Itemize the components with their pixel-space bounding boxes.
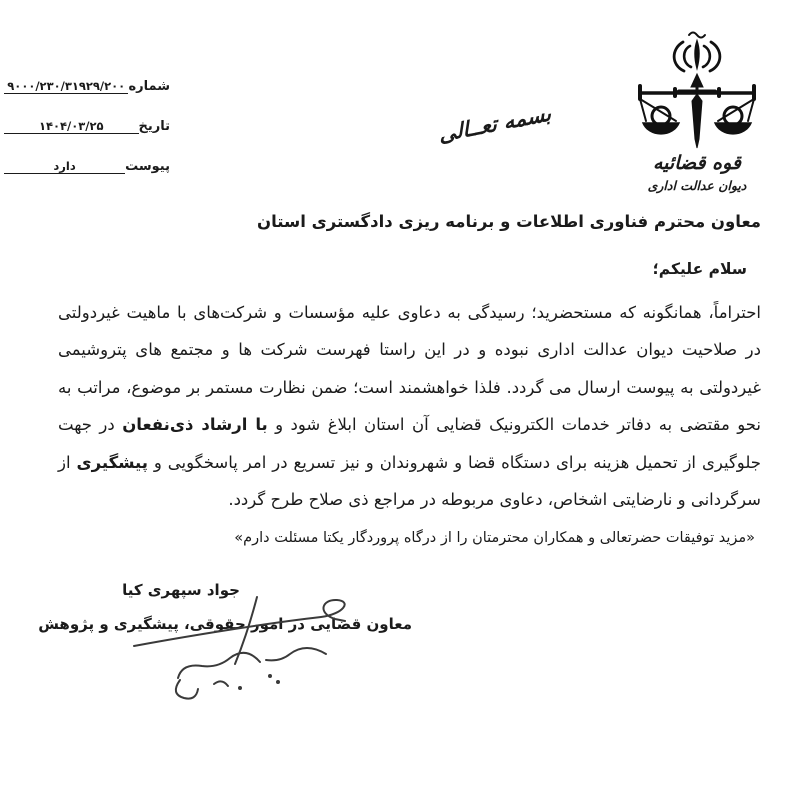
recipient-line: معاون محترم فناوری اطلاعات و برنامه ریزی دادگستری استان	[256, 212, 761, 231]
date-value: ۱۴۰۴/۰۳/۲۵	[4, 121, 139, 135]
body-segment: در جهت جلوگیری از تحمیل هزینه برای دستگاه قضا و شهروندان و نیز تسریع در امر پاسخگویی و	[58, 415, 761, 472]
body-segment: احتراماً، همانگونه که مستحضرید؛ رسیدگی به دعاوی علیه مؤسسات و شرکت‌های با ماهیت غیردولتی در صلاحیت دیوان عدالت اداری نبوده و در این راستا فهرست شرکت ها و مجتمع های پتروشیمی غیردولتی به پیوست ارسال می گردد. فلذا خواهشمند است؛ ضمن نظارت مستمر بر موضوع، مراتب به نحو مقتضی به دفاتر خدمات الکترونیک قضایی آن استان ابلاغ شود و	[58, 303, 761, 435]
attachment-label: پیوست	[125, 159, 170, 174]
body-bold-guidance: با ارشاد ذی‌نفعان	[122, 415, 268, 435]
letter-body	[58, 294, 761, 518]
org-subtitle: دیوان عدالت اداری	[647, 177, 747, 193]
number-label: شماره	[128, 79, 170, 94]
meta-date-row	[4, 110, 170, 134]
body-bold-prevention: پیشگیری	[76, 452, 148, 472]
judiciary-scales-icon	[631, 28, 763, 154]
judiciary-logo	[617, 28, 777, 193]
signature-block	[38, 581, 412, 633]
date-label: تاریخ	[138, 119, 170, 134]
meta-number-row	[4, 70, 170, 94]
body-segment: از سرگردانی و نارضایتی اشخاص، دعاوی مربوطه در مراجع ذی صلاح طرح گردد.	[58, 452, 761, 510]
meta-attachment-row	[4, 150, 170, 174]
salutation-line: سلام علیکم؛	[652, 260, 747, 278]
bismillah-calligraphy: بسمه تعــالی	[438, 101, 552, 147]
letter-meta-block	[4, 70, 170, 190]
attachment-value: دارد	[4, 161, 125, 175]
closing-line: «مزید توفیقات حضرتعالی و همکاران محترمتان را از درگاه پروردگار یکتا مسئلت دارم»	[234, 530, 755, 546]
org-name: قوه قضائیه	[652, 152, 742, 174]
number-value: ۹۰۰۰/۲۳۰/۳۱۹۲۹/۲۰۰	[4, 81, 128, 95]
signer-title: معاون قضایی در امور حقوقی، پیشگیری و پژوهش	[38, 615, 412, 633]
signer-name: جواد سپهری کیا	[122, 581, 240, 599]
